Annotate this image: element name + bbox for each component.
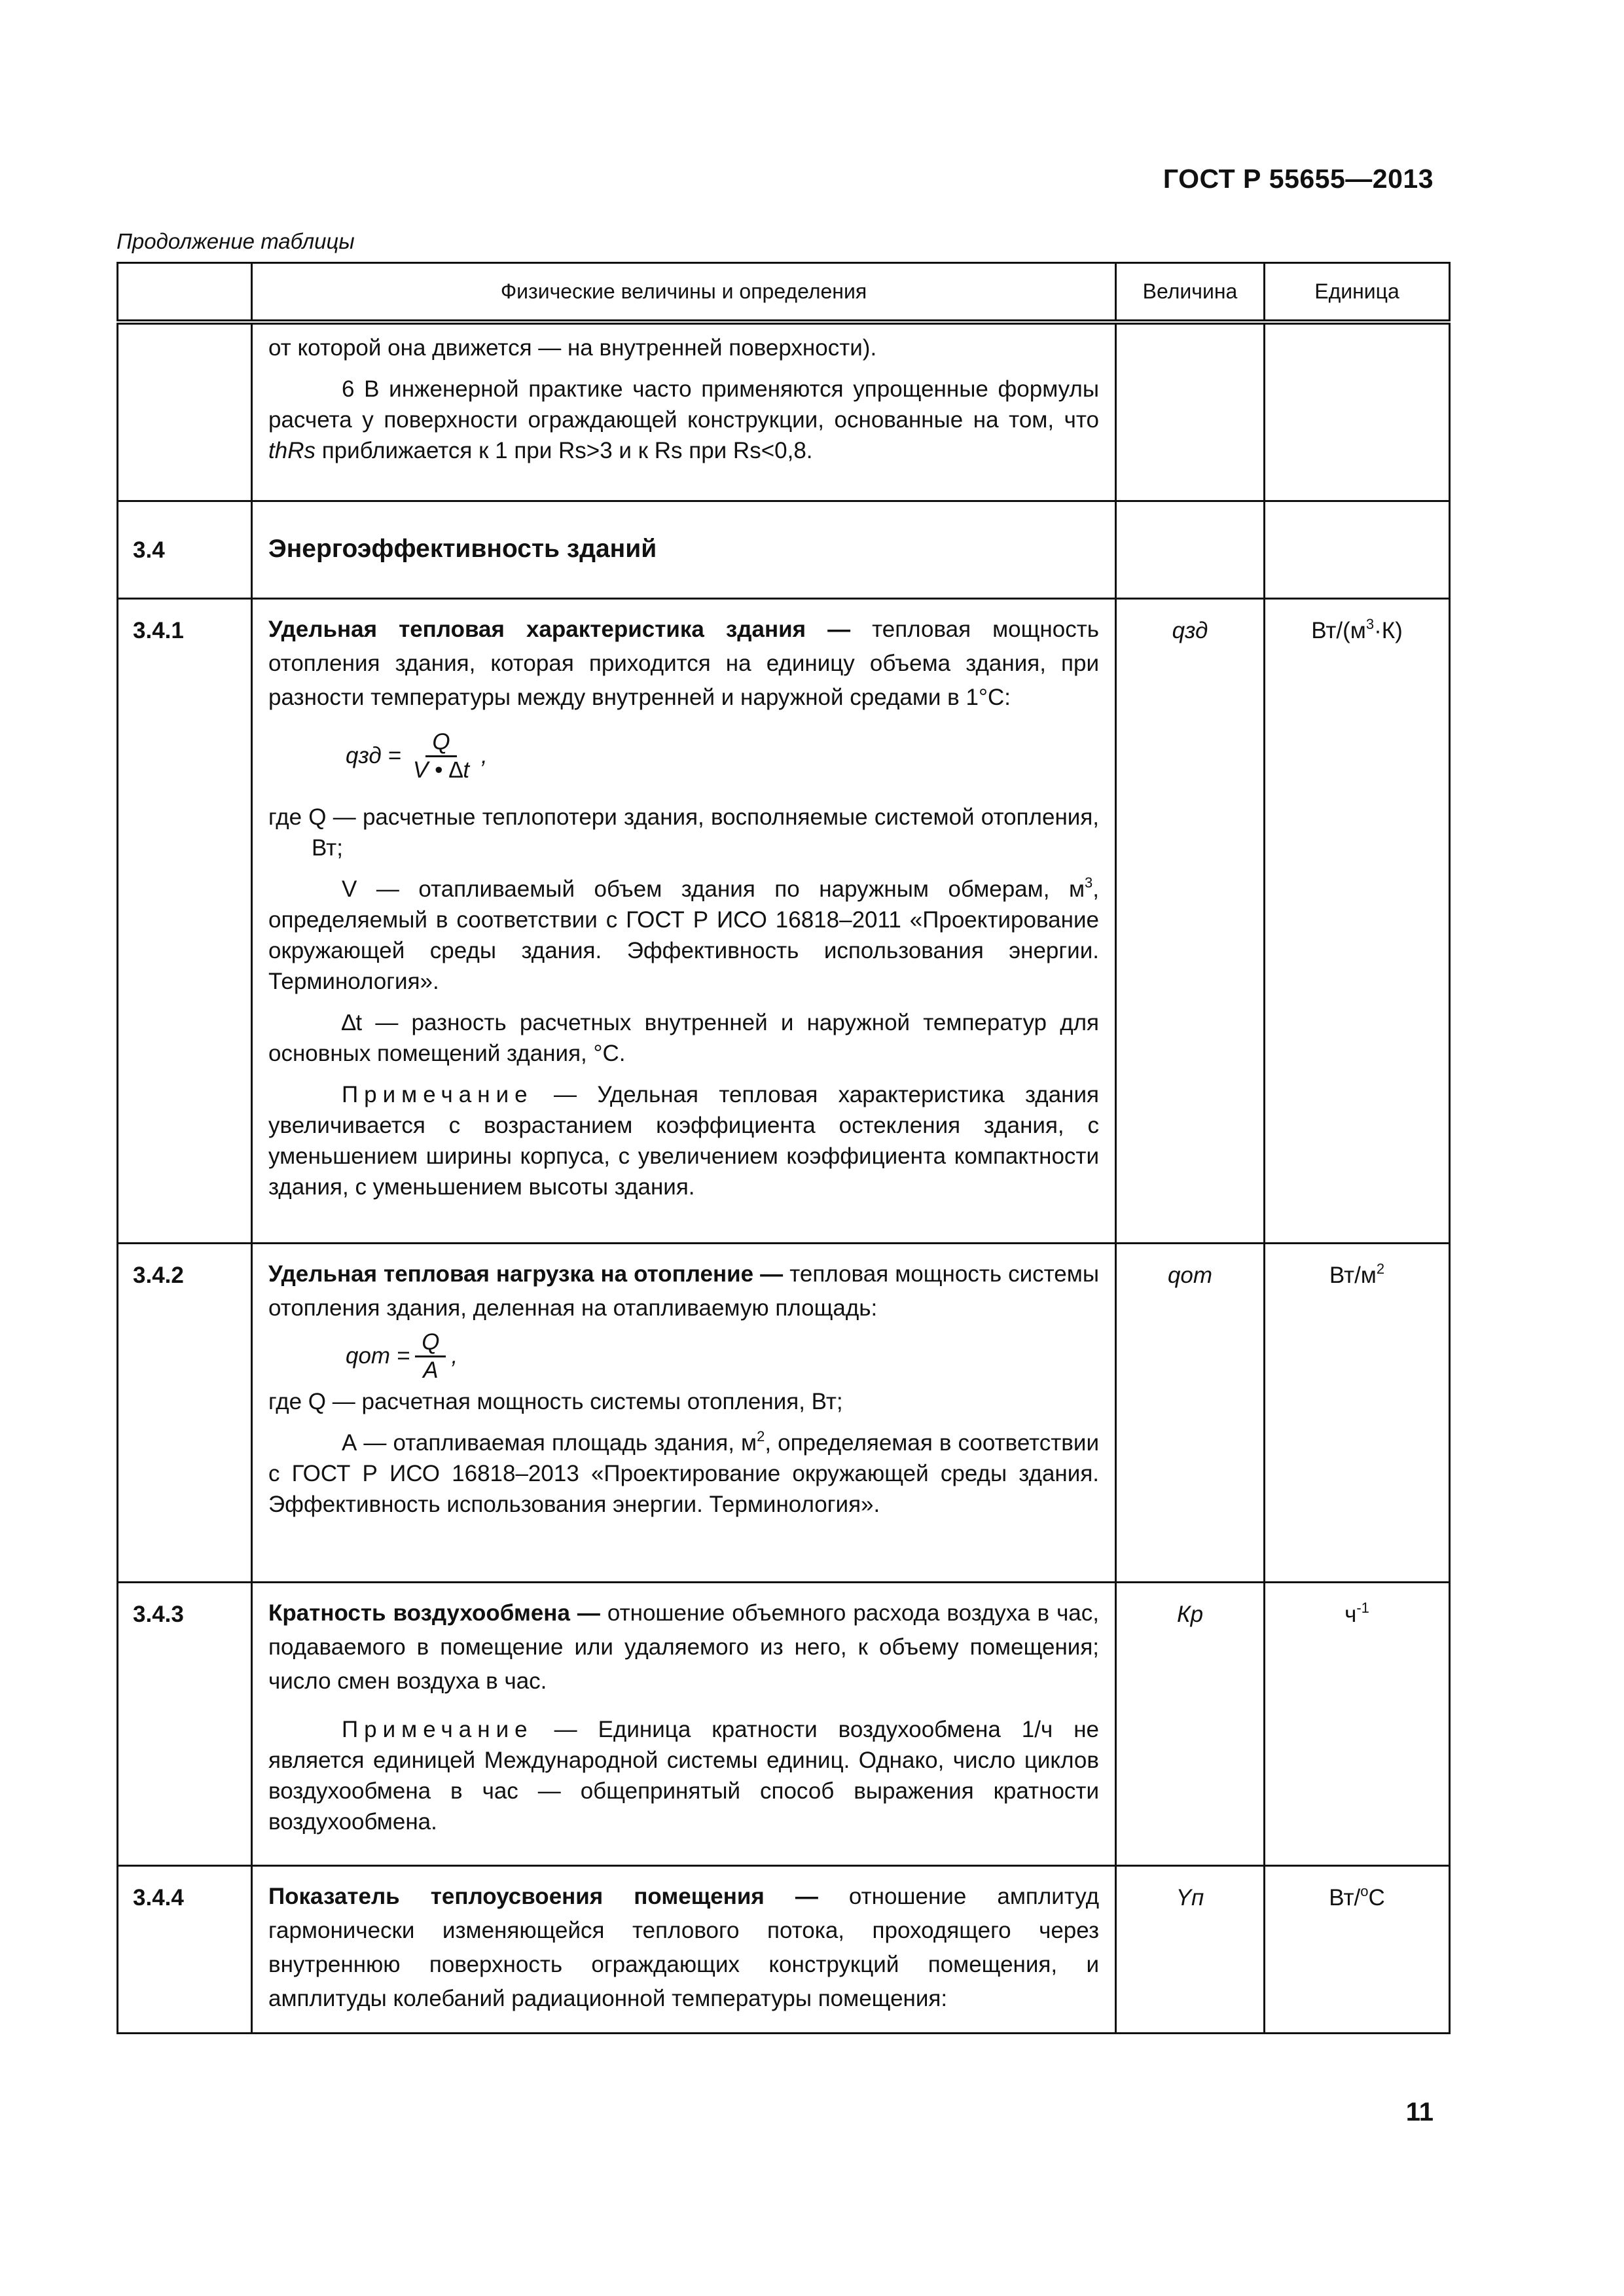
symbol: Кр bbox=[1176, 1601, 1204, 1627]
symbol-cell bbox=[1116, 501, 1265, 598]
term: Кратность воздухообмена — bbox=[268, 1600, 600, 1626]
symbol-cell bbox=[1116, 598, 1265, 1243]
row-number-cell bbox=[118, 598, 252, 1243]
where-a-sup: 2 bbox=[757, 1427, 765, 1444]
header-definitions: Физические величины и определения bbox=[252, 263, 1116, 323]
row-number: 3.4.2 bbox=[133, 1262, 184, 1288]
term: Показатель теплоусвоения помещения — bbox=[268, 1883, 818, 1909]
formula-tail: , bbox=[451, 1343, 458, 1369]
table-row bbox=[118, 598, 1450, 1243]
symbol-cell bbox=[1116, 322, 1265, 501]
unit-text-a: Вт/м bbox=[1329, 1262, 1377, 1288]
where-v-text-a: V — отапливаемый объем здания по наружным обмерам, м bbox=[342, 876, 1085, 902]
where-v-sup: 3 bbox=[1085, 874, 1093, 891]
formula-lhs: qзд = bbox=[346, 743, 401, 768]
table-header-row bbox=[118, 263, 1450, 323]
row-number: 3.4.4 bbox=[133, 1884, 184, 1910]
header-symbol: Величина bbox=[1116, 263, 1265, 323]
term-definition bbox=[268, 1596, 1099, 1698]
note bbox=[268, 1714, 1099, 1837]
term-definition bbox=[268, 1257, 1099, 1325]
definition-cell bbox=[252, 1243, 1116, 1582]
page-number: 11 bbox=[1405, 2098, 1434, 2126]
unit-sup: 3 bbox=[1365, 615, 1375, 632]
formula-fraction bbox=[406, 729, 476, 783]
formula-numerator: Q bbox=[415, 1329, 446, 1357]
formula-numerator: Q bbox=[425, 729, 456, 757]
term: Удельная тепловая характеристика здания — bbox=[268, 616, 851, 642]
definition-cell bbox=[252, 1582, 1116, 1865]
unit-text-a: Вт/(м bbox=[1311, 617, 1366, 643]
formula bbox=[346, 1329, 1099, 1384]
unit-text-b: С bbox=[1368, 1884, 1385, 1910]
where-v-text-b: , определяемый в соответствии с ГОСТ Р ИСО 16818–2011 «Проектирование окружающей среды здания. Эффективность использования энергии. Терминология». bbox=[268, 876, 1099, 994]
unit-cell bbox=[1265, 501, 1450, 598]
term: Удельная тепловая нагрузка на отопление — bbox=[268, 1261, 784, 1287]
row-number-cell bbox=[118, 501, 252, 598]
definition-text: тепловая мощность системы отопления здания, деленная на отапливаемую площадь: bbox=[268, 1261, 1099, 1321]
where-a bbox=[268, 1427, 1099, 1520]
note-text: — Удельная тепловая характеристика здания увеличивается с возрастанием коэффициента остекления здания, с уменьшением ширины корпуса, с увеличением коэффициента компактности здания, с уменьшением высоты здания. bbox=[268, 1081, 1099, 1200]
unit-text-a: ч bbox=[1344, 1601, 1357, 1627]
table-row bbox=[118, 1243, 1450, 1582]
note-6-italic: thRs bbox=[268, 438, 316, 463]
definition-cell bbox=[252, 501, 1116, 598]
note-label: Примечание bbox=[342, 1081, 533, 1107]
table-continuation-caption: Продолжение таблицы bbox=[117, 229, 355, 253]
formula-denominator: V • ∆t bbox=[412, 757, 470, 783]
unit-text-a: Вт/ bbox=[1329, 1884, 1361, 1910]
note-text: — Единица кратности воздухообмена 1/ч не является единицей Международной системы единиц. Однако, число циклов воздухообмена в час — общепринятый способ выражения кратности воздухообмена. bbox=[268, 1716, 1099, 1835]
unit-text-b: ·К) bbox=[1374, 617, 1403, 643]
table-row bbox=[118, 501, 1450, 598]
definition-text: отношение амплитуд гармонически изменяющейся теплового потока, проходящего через внутреннюю поверхность ограждающих конструкций помещения, и амплитуды колебаний радиационной температуры помещения: bbox=[268, 1883, 1100, 2011]
row-number-cell bbox=[118, 1243, 252, 1582]
unit-cell bbox=[1265, 1865, 1450, 2033]
note bbox=[268, 1079, 1099, 1202]
section-title: Энергоэффективность зданий bbox=[268, 534, 657, 563]
where-dt: ∆t — разность расчетных внутренней и наружной температур для основных помещений здания, °С. bbox=[268, 1009, 1099, 1066]
symbol-cell bbox=[1116, 1243, 1265, 1582]
definition-cell bbox=[252, 322, 1116, 501]
row-number-cell bbox=[118, 1582, 252, 1865]
definition-cell bbox=[252, 1865, 1116, 2033]
unit-cell bbox=[1265, 322, 1450, 501]
where-q: где Q — расчетная мощность системы отопления, Вт; bbox=[268, 1388, 843, 1414]
term-definition bbox=[268, 613, 1099, 715]
unit-sup: о bbox=[1360, 1882, 1369, 1899]
unit-sup: 2 bbox=[1376, 1260, 1385, 1277]
unit-cell bbox=[1265, 598, 1450, 1243]
row-number-cell bbox=[118, 1865, 252, 2033]
definitions-table bbox=[117, 262, 1451, 2034]
document-code: ГОСТ Р 55655—2013 bbox=[1163, 164, 1434, 194]
continuation-text: от которой она движется — на внутренней поверхности). bbox=[268, 335, 877, 361]
term-definition bbox=[268, 1880, 1099, 2016]
formula-denominator: A bbox=[423, 1357, 439, 1383]
note-6-text-b: приближается к 1 при Rs>3 и к Rs при Rs<0,8. bbox=[315, 438, 813, 463]
unit-sup: -1 bbox=[1356, 1599, 1369, 1616]
unit bbox=[1265, 600, 1449, 646]
table-row bbox=[118, 1582, 1450, 1865]
row-number: 3.4.1 bbox=[133, 617, 184, 643]
formula-lhs: qот = bbox=[346, 1343, 410, 1369]
where-q: где Q — расчетные теплопотери здания, восполняемые системой отопления, Вт; bbox=[268, 804, 1099, 861]
unit-cell bbox=[1265, 1582, 1450, 1865]
note-6-text-a: 6 В инженерной практике часто применяются упрощенные формулы расчета у поверхности ограждающей конструкции, основанные на том, что bbox=[268, 376, 1099, 433]
symbol-cell bbox=[1116, 1582, 1265, 1865]
note-label: Примечание bbox=[342, 1716, 533, 1742]
unit bbox=[1265, 1867, 1449, 1913]
symbol: Yп bbox=[1176, 1884, 1204, 1910]
formula bbox=[346, 729, 1099, 783]
where-a-text-b: , определяемая в соответствии с ГОСТ Р ИСО 16818–2013 «Проектирование окружающей среды здания. Эффективность использования энергии. Терминология». bbox=[268, 1429, 1099, 1517]
row-number-cell bbox=[118, 322, 252, 501]
definition-cell bbox=[252, 598, 1116, 1243]
unit bbox=[1265, 1583, 1449, 1630]
row-number: 3.4 bbox=[133, 537, 165, 563]
definition-text: отношение объемного расхода воздуха в час, подаваемого в помещение или удаляемого из него, к объему помещения; число смен воздуха в час. bbox=[268, 1600, 1099, 1694]
unit-cell bbox=[1265, 1243, 1450, 1582]
definition-text: тепловая мощность отопления здания, которая приходится на единицу объема здания, при разности температуры между внутренней и наружной средами в 1°С: bbox=[268, 616, 1099, 710]
header-number-cell bbox=[118, 263, 252, 323]
symbol: qот bbox=[1167, 1262, 1213, 1288]
table-row bbox=[118, 322, 1450, 501]
note-6 bbox=[268, 374, 1099, 466]
where-a-text-a: А — отапливаемая площадь здания, м bbox=[342, 1429, 757, 1456]
formula-tail: , bbox=[481, 743, 488, 768]
header-unit: Единица bbox=[1265, 263, 1450, 323]
table-row bbox=[118, 1865, 1450, 2033]
symbol-cell bbox=[1116, 1865, 1265, 2033]
where-v bbox=[268, 874, 1099, 997]
unit bbox=[1265, 1244, 1449, 1291]
symbol: qзд bbox=[1172, 617, 1208, 643]
formula-fraction bbox=[415, 1329, 446, 1384]
row-number: 3.4.3 bbox=[133, 1601, 184, 1627]
